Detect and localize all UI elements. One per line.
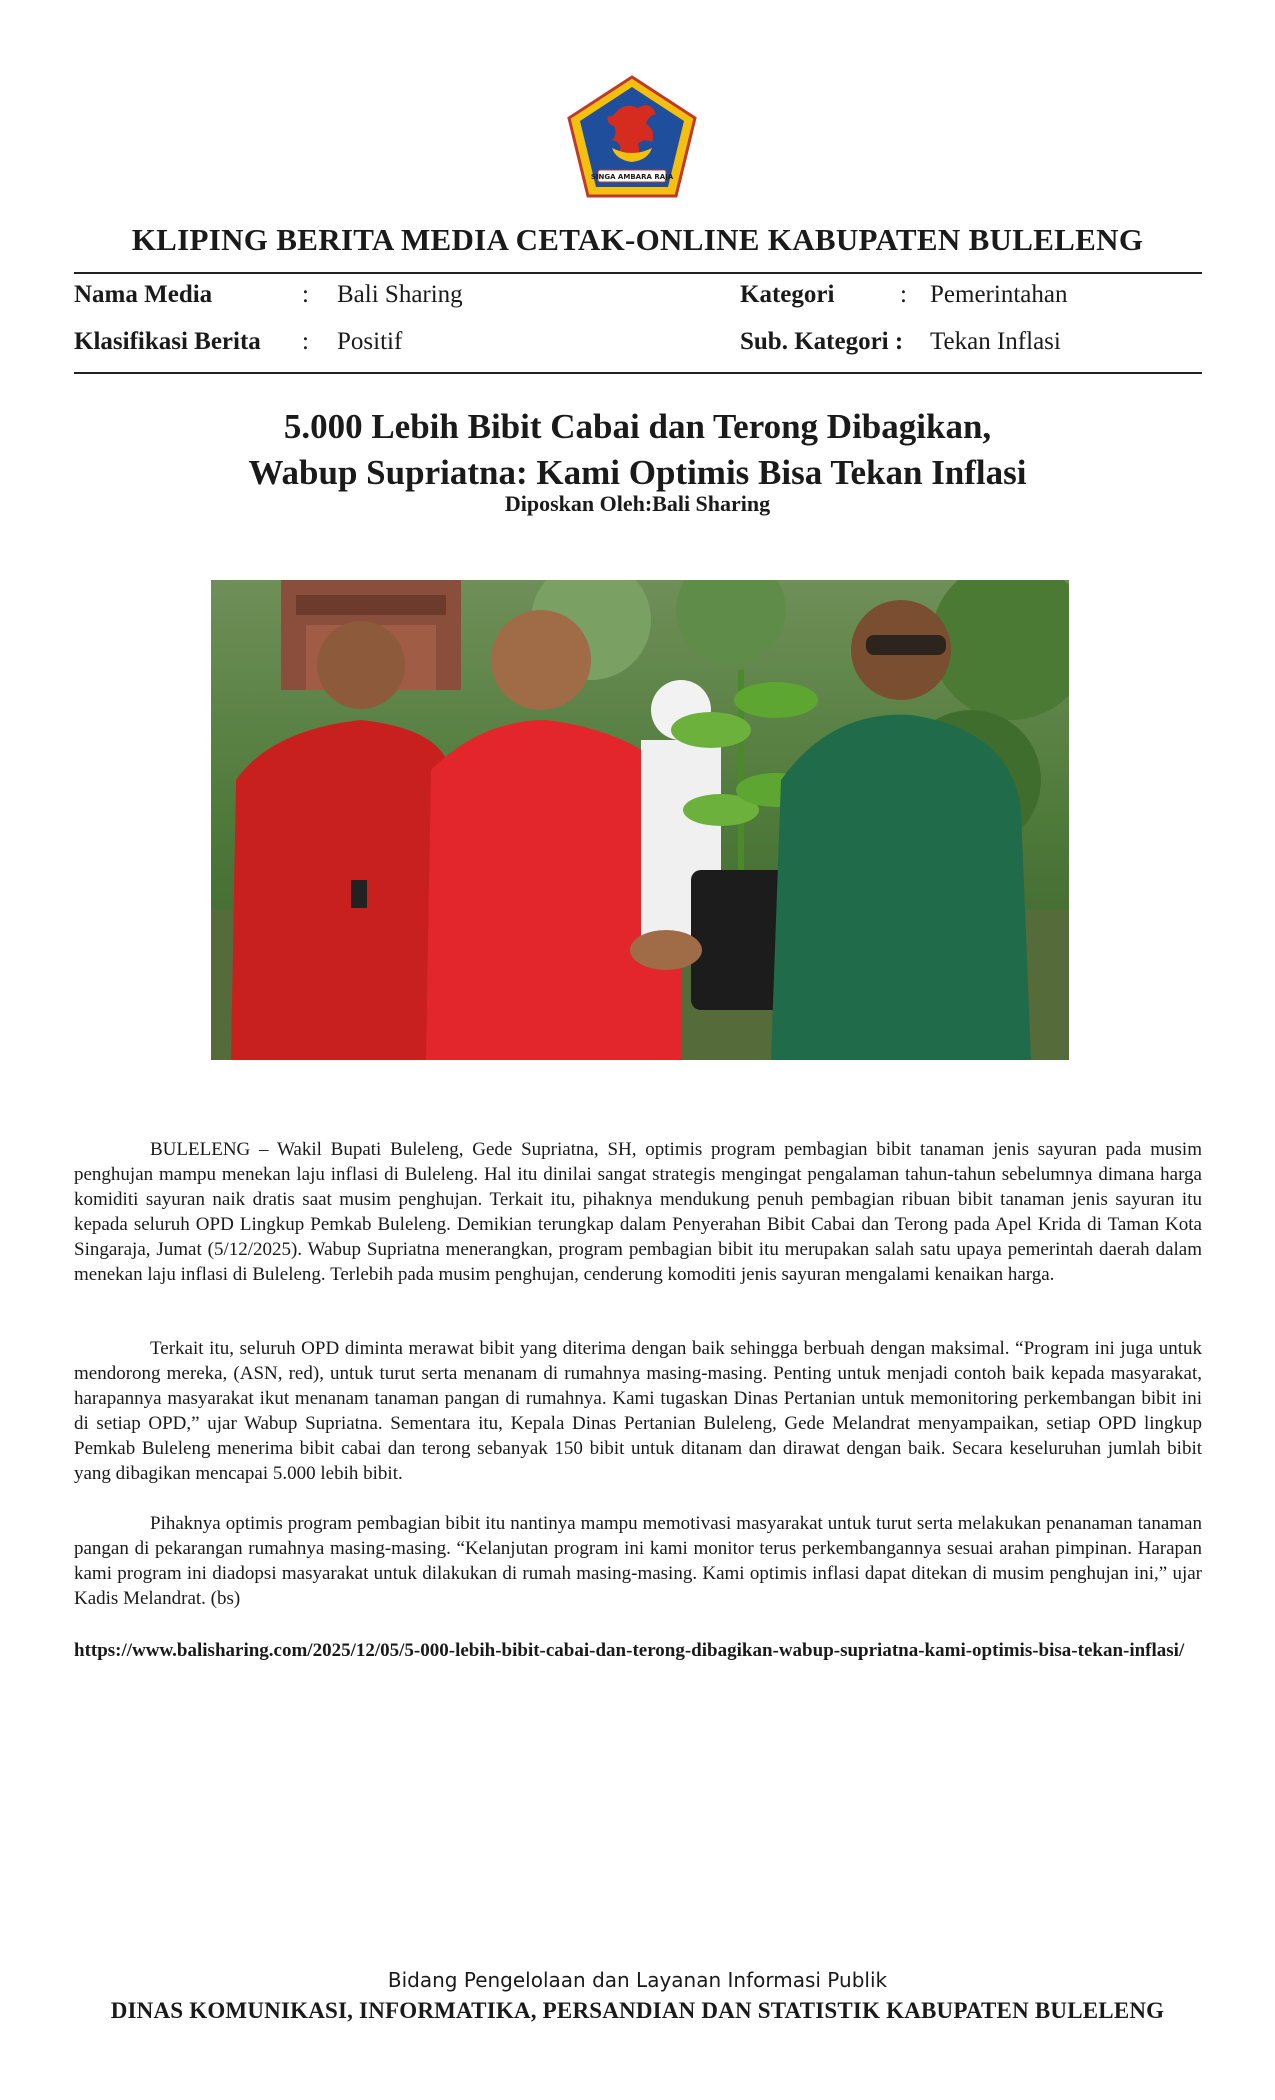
category-label: Kategori	[740, 281, 835, 308]
media-name-colon: :	[302, 281, 309, 308]
subcategory-value: Tekan Inflasi	[930, 328, 1061, 355]
article-body-3	[74, 1511, 1202, 1611]
media-name-label: Nama Media	[74, 281, 213, 308]
article-body-2	[74, 1336, 1202, 1486]
news-photo-icon	[211, 580, 1069, 1060]
classification-colon: :	[302, 328, 309, 355]
document-header-title: KLIPING BERITA MEDIA CETAK-ONLINE KABUPATEN BULELENG	[131, 222, 1144, 257]
regency-emblem-icon	[564, 74, 700, 200]
category-colon: :	[900, 281, 907, 308]
footer-agency-name: DINAS KOMUNIKASI, INFORMATIKA, PERSANDIAN DAN STATISTIK KABUPATEN BULELENG	[110, 1998, 1165, 2023]
source-url-link[interactable]: https://www.balisharing.com/2025/12/05/5-000-lebih-bibit-cabai-dan-terong-dibagikan-wabup-supriatna-kami-optimis-bisa-tekan-inflasi/	[74, 1640, 1185, 1661]
subcategory-label: Sub. Kategori :	[740, 328, 904, 355]
emblem-motto: SINGA AMBARA RAJA	[590, 173, 674, 181]
header-divider-top	[74, 272, 1202, 274]
article-body	[74, 1137, 1202, 1287]
footer-subtitle: Bidang Pengelolaan dan Layanan Informasi Publik	[387, 1968, 888, 1992]
article-paragraph-3: Pihaknya optimis program pembagian bibit itu nantinya mampu memotivasi masyarakat untuk turut serta melakukan penanaman tanaman pangan di pekarangan rumahnya masing-masing. “Kelanjutan program ini kami monitor terus perkembangannya sesuai arahan pimpinan. Harapan kami program ini diadopsi masyarakat untuk dilakukan di rumah masing-masing. Kami optimis inflasi dapat ditekan di musim penghujan ini,” ujar Kadis Melandrat. (bs)	[74, 1513, 1202, 1609]
classification-label: Klasifikasi Berita	[74, 328, 261, 355]
category-value: Pemerintahan	[930, 281, 1068, 308]
header-divider-bottom	[74, 372, 1202, 374]
media-name-row	[74, 281, 212, 309]
classification-value: Positif	[337, 328, 403, 355]
article-byline: Diposkan Oleh:Bali Sharing	[504, 491, 771, 516]
article-paragraph-1: BULELENG – Wakil Bupati Buleleng, Gede Supriatna, SH, optimis program pembagian bibit tanaman jenis sayuran pada musim penghujan mampu menekan laju inflasi di Buleleng. Hal itu dinilai sangat strategis mengingat pengalaman tahun-tahun sebelumnya dimana harga komiditi sayuran naik dratis saat musim penghujan. Terkait itu, pihaknya mendukung penuh pembagian ribuan bibit tanaman jenis sayuran itu kepada seluruh OPD Lingkup Pemkab Buleleng. Demikian terungkap dalam Penyerahan Bibit Cabai dan Terong pada Apel Krida di Taman Kota Singaraja, Jumat (5/12/2025). Wabup Supriatna menerangkan, program pembagian bibit itu merupakan salah satu upaya pemerintah daerah dalam menekan laju inflasi di Buleleng. Terlebih pada musim penghujan, cenderung komoditi jenis sayuran mengalami kenaikan harga.	[74, 1139, 1202, 1285]
article-title-line2: Wabup Supriatna: Kami Optimis Bisa Tekan Inflasi	[248, 453, 1027, 492]
media-name-value: Bali Sharing	[337, 281, 463, 308]
article-title-line1: 5.000 Lebih Bibit Cabai dan Terong Dibagikan,	[283, 407, 992, 446]
article-paragraph-2: Terkait itu, seluruh OPD diminta merawat bibit yang diterima dengan baik sehingga berbuah dengan maksimal. “Program ini juga untuk mendorong mereka, (ASN, red), untuk turut serta menanam di rumahnya masing-masing. Penting untuk menjadi contoh baik kepada masyarakat, harapannya masyarakat ikut menanam tanaman pangan di rumahnya. Kami tugaskan Dinas Pertanian untuk memonitoring perkembangan bibit ini di setiap OPD,” ujar Wabup Supriatna. Sementara itu, Kepala Dinas Pertanian Buleleng, Gede Melandrat menyampaikan, setiap OPD lingkup Pemkab Buleleng menerima bibit cabai dan terong sebanyak 150 bibit untuk ditanam dan dirawat dengan baik. Secara keseluruhan jumlah bibit yang dibagikan mencapai 5.000 lebih bibit.	[74, 1338, 1202, 1484]
